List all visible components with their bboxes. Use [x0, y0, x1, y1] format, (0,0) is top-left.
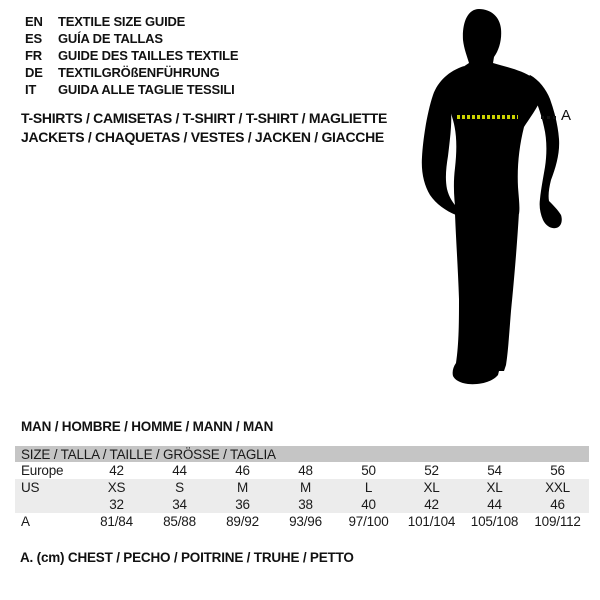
section-heading-man: MAN / HOMBRE / HOMME / MANN / MAN [21, 419, 274, 434]
size-cell: 93/96 [289, 514, 322, 529]
measure-leader-dashes [541, 116, 558, 119]
size-cell: 101/104 [407, 514, 456, 529]
lang-code: ES [25, 31, 42, 46]
lang-label: GUIDE DES TAILLES TEXTILE [58, 48, 239, 63]
lang-row-de [25, 64, 238, 81]
lang-label: GUIDA ALLE TAGLIE TESSILI [58, 82, 235, 97]
lang-row-it [25, 81, 238, 98]
size-row-numeric [15, 496, 589, 513]
size-cell: 89/92 [226, 514, 259, 529]
category-line-jackets: JACKETS / CHAQUETAS / VESTES / JACKEN / GIACCHE [21, 129, 384, 145]
size-cell: 48 [298, 463, 313, 478]
size-cell: XXL [526, 479, 589, 496]
lang-label: TEXTILE SIZE GUIDE [58, 14, 186, 29]
size-cell: 109/112 [534, 514, 581, 529]
size-table-header: SIZE / TALLA / TAILLE / GRÖSSE / TAGLIA [15, 446, 589, 462]
lang-code: DE [25, 65, 43, 80]
size-cell: 50 [361, 463, 376, 478]
size-cell: 97/100 [348, 514, 389, 529]
lang-row-fr [25, 47, 238, 64]
size-table-header-row [15, 446, 589, 462]
size-cell: 56 [550, 463, 565, 478]
category-line-tshirts: T-SHIRTS / CAMISETAS / T-SHIRT / T-SHIRT / MAGLIETTE [21, 110, 388, 126]
chest-measure-line [457, 115, 518, 119]
size-cell: XL [463, 479, 526, 496]
silhouette-torso [439, 9, 543, 214]
size-cell: 105/108 [470, 514, 519, 529]
lang-row-es [25, 30, 238, 47]
lang-row-en [25, 13, 238, 30]
size-cell: 32 [85, 496, 148, 513]
size-cell: 40 [337, 496, 400, 513]
silhouette-legs [453, 212, 519, 384]
size-cell: 81/84 [100, 514, 133, 529]
lang-code: FR [25, 48, 42, 63]
row-label: A [21, 514, 30, 529]
size-cell: 46 [526, 496, 589, 513]
lang-label: GUÍA DE TALLAS [58, 31, 163, 46]
size-cell: 34 [148, 496, 211, 513]
man-silhouette [412, 5, 574, 387]
row-label: Europe [21, 463, 64, 478]
lang-code: IT [25, 82, 37, 97]
size-cell: XS [85, 479, 148, 496]
lang-code: EN [25, 14, 43, 29]
size-row-us [15, 479, 589, 496]
language-guide-list [25, 13, 238, 98]
size-cell: L [337, 479, 400, 496]
size-cell: XL [400, 479, 463, 496]
size-cell: 36 [211, 496, 274, 513]
size-cell: S [148, 479, 211, 496]
size-cell: 54 [487, 463, 502, 478]
size-table [15, 446, 589, 530]
size-cell: M [274, 479, 337, 496]
row-label [15, 496, 85, 513]
size-cell: 42 [400, 496, 463, 513]
category-lines [21, 109, 387, 147]
size-cell: 44 [463, 496, 526, 513]
size-cell: 42 [109, 463, 124, 478]
size-cell: 52 [424, 463, 439, 478]
size-row-a-chest [15, 513, 589, 530]
size-cell: 44 [172, 463, 187, 478]
footnote-chest: A. (cm) CHEST / PECHO / POITRINE / TRUHE / PETTO [20, 550, 354, 565]
measure-label-a: A [561, 107, 572, 124]
size-cell: 46 [235, 463, 250, 478]
size-cell: 85/88 [163, 514, 196, 529]
lang-label: TEXTILGRÖßENFÜHRUNG [58, 65, 220, 80]
size-cell: 38 [274, 496, 337, 513]
row-label: US [15, 479, 85, 496]
size-cell: M [211, 479, 274, 496]
size-row-europe [15, 462, 589, 479]
